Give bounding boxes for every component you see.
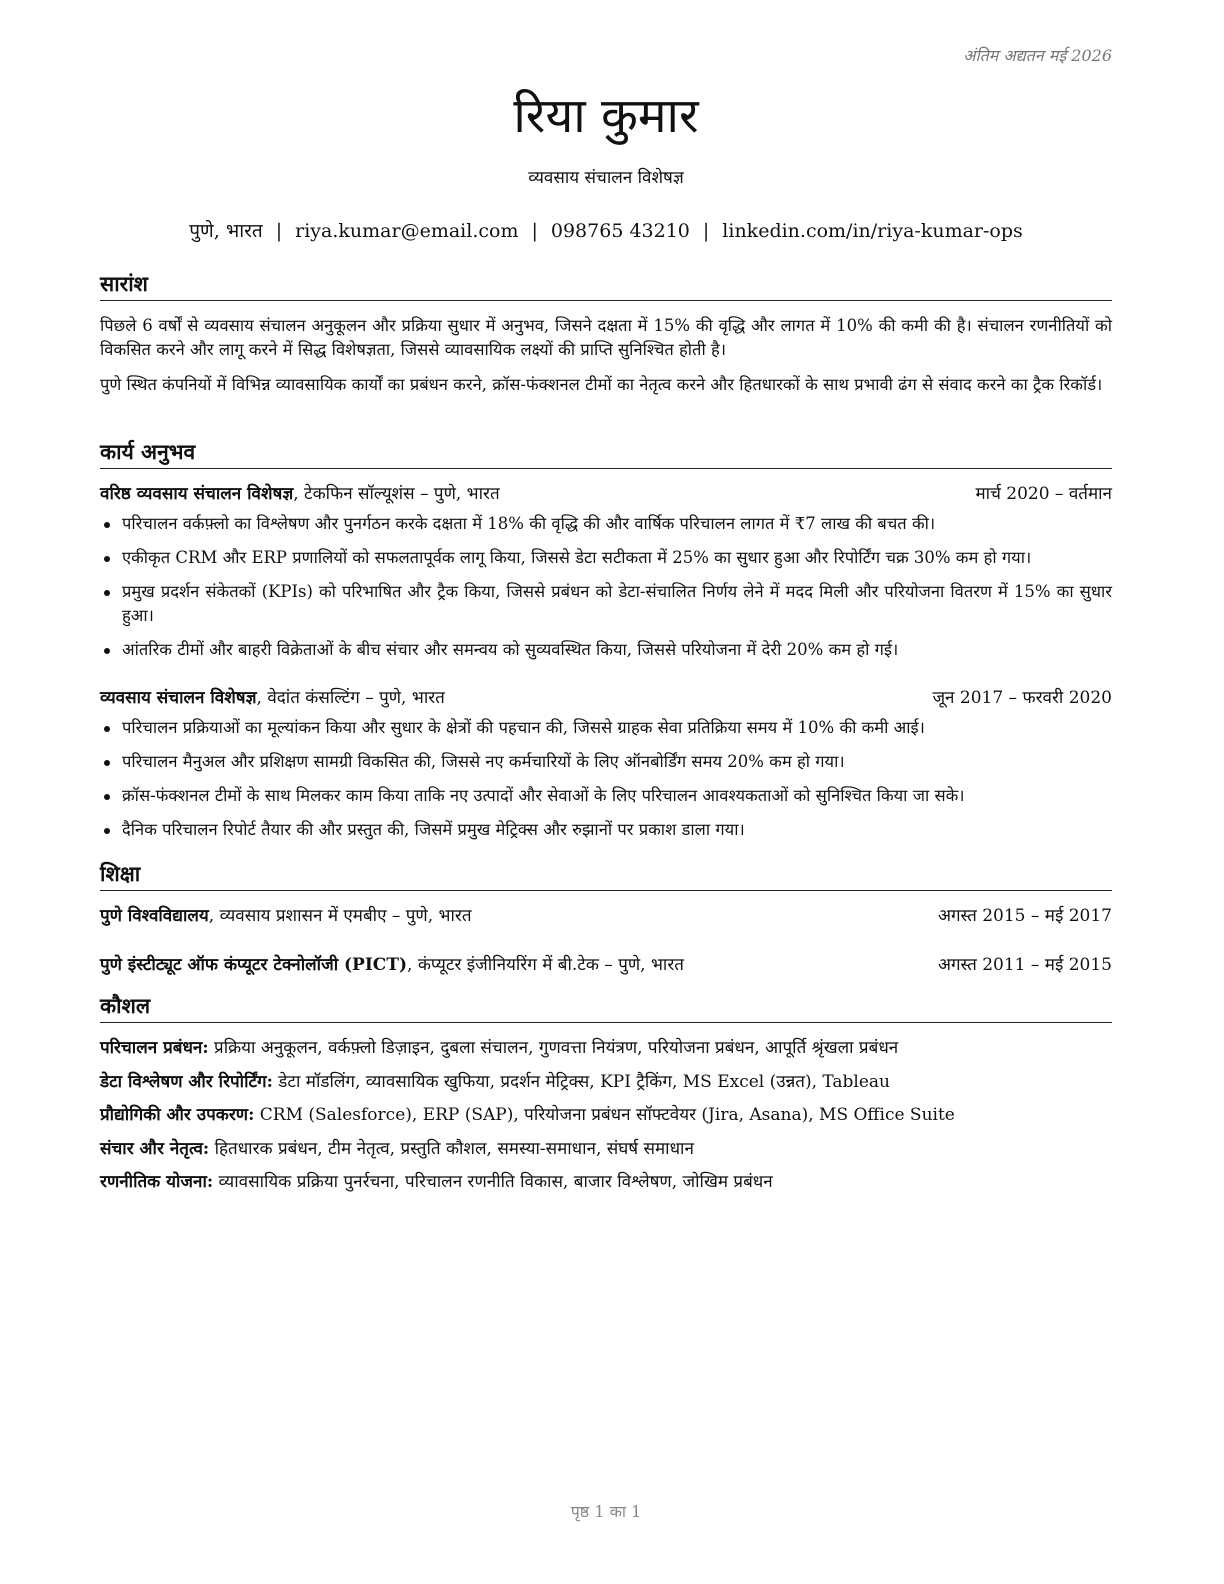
job-org: , वेदांत कंसल्टिंग – पुणे, भारत: [256, 688, 445, 708]
skill-text: प्रक्रिया अनुकूलन, वर्कफ़्लो डिज़ाइन, दुबला संचालन, गुणवत्ता नियंत्रण, परियोजना प्रबंधन, आपूर्ति श्रृंखला प्रबंधन: [208, 1038, 899, 1058]
skill-label: प्रौद्योगिकी और उपकरण:: [100, 1105, 255, 1125]
school-name: पुणे विश्वविद्यालय: [100, 906, 209, 926]
contact-separator: |: [702, 220, 710, 242]
list-item: परिचालन प्रक्रियाओं का मूल्यांकन किया और सुधार के क्षेत्रों की पहचान की, जिससे ग्राहक सेवा प्रतिक्रिया समय में 10% की कमी आई।: [100, 716, 1112, 740]
job-role: वरिष्ठ व्यवसाय संचालन विशेषज्ञ: [100, 484, 294, 504]
skill-text: हितधारक प्रबंधन, टीम नेतृत्व, प्रस्तुति कौशल, समस्या-समाधान, संघर्ष समाधान: [209, 1139, 694, 1159]
list-item: परिचालन मैनुअल और प्रशिक्षण सामग्री विकसित की, जिससे नए कर्मचारियों के लिए ऑनबोर्डिंग समय 20% कम हो गया।: [100, 750, 1112, 774]
job-dates: जून 2017 – फरवरी 2020: [932, 688, 1112, 708]
list-item: क्रॉस-फंक्शनल टीमों के साथ मिलकर काम किया ताकि नए उत्पादों और सेवाओं के लिए परिचालन आवश्यकताओं को सुनिश्चित किया जा सके।: [100, 784, 1112, 808]
education-entry: [100, 904, 1112, 928]
degree-detail: , कंप्यूटर इंजीनियरिंग में बी.टेक – पुणे, भारत: [407, 955, 684, 975]
skill-line: [100, 1103, 1112, 1127]
education-dates: अगस्त 2011 – मई 2015: [937, 955, 1112, 975]
list-item: परिचालन वर्कफ़्लो का विश्लेषण और पुनर्गठन करके दक्षता में 18% की वृद्धि की और वार्षिक परिचालन लागत में ₹7 लाख की बचत की।: [100, 512, 1112, 536]
candidate-name: रिया कुमार: [513, 88, 699, 144]
list-item: दैनिक परिचालन रिपोर्ट तैयार की और प्रस्तुत की, जिसमें प्रमुख मेट्रिक्स और रुझानों पर प्रकाश डाला गया।: [100, 818, 1112, 842]
skill-line: [100, 1036, 1112, 1060]
section-title-summary: सारांश: [100, 270, 1112, 301]
skill-line: [100, 1170, 1112, 1194]
job-bullets: [100, 512, 1112, 672]
list-item: आंतरिक टीमों और बाहरी विक्रेताओं के बीच संचार और समन्वय को सुव्यवस्थित किया, जिससे परियोजना में देरी 20% कम हो गई।: [100, 638, 1112, 662]
job-org: , टेकफिन सॉल्यूशंस – पुणे, भारत: [293, 484, 500, 504]
contact-separator: |: [275, 220, 283, 242]
contact-line: [100, 218, 1112, 244]
skill-label: रणनीतिक योजना:: [100, 1172, 214, 1192]
skill-line: [100, 1070, 1112, 1094]
skill-text: व्यावसायिक प्रक्रिया पुनर्रचना, परिचालन रणनीति विकास, बाजार विश्लेषण, जोखिम प्रबंधन: [213, 1172, 773, 1192]
contact-email[interactable]: riya.kumar@email.com: [295, 220, 519, 242]
skill-line: [100, 1137, 1112, 1161]
contact-linkedin[interactable]: linkedin.com/in/riya-kumar-ops: [722, 220, 1023, 242]
education-dates: अगस्त 2015 – मई 2017: [937, 906, 1112, 926]
job-role: व्यवसाय संचालन विशेषज्ञ: [100, 688, 257, 708]
education-entry: [100, 953, 1112, 977]
section-title-skills: कौशल: [100, 992, 1112, 1023]
school-name: पुणे इंस्टीट्यूट ऑफ कंप्यूटर टेक्नोलॉजी (PICT): [100, 955, 408, 975]
contact-separator: |: [531, 220, 538, 242]
skill-label: संचार और नेतृत्व:: [100, 1139, 210, 1159]
skill-label: डेटा विश्लेषण और रिपोर्टिंग:: [100, 1072, 273, 1092]
section-title-education: शिक्षा: [100, 860, 1112, 891]
job-header: [100, 482, 1112, 506]
list-item: एकीकृत CRM और ERP प्रणालियों को सफलतापूर्वक लागू किया, जिससे डेटा सटीकता में 25% का सुधार हुआ और रिपोर्टिंग चक्र 30% कम हो गया।: [100, 546, 1112, 570]
contact-phone: 098765 43210: [550, 220, 690, 242]
job-dates: मार्च 2020 – वर्तमान: [975, 484, 1112, 504]
job-header: [100, 686, 1112, 710]
section-title-experience: कार्य अनुभव: [100, 438, 1112, 469]
summary-paragraph: पिछले 6 वर्षों से व्यवसाय संचालन अनुकूलन और प्रक्रिया सुधार में अनुभव, जिसने दक्षता में 15% की वृद्धि और लागत में 10% की कमी की है। संचालन रणनीतियों को विकसित करने और लागू करने में सिद्ध विशेषज्ञता, जिससे व्यावसायिक लक्ष्यों की प्राप्ति सुनिश्चित होती है।: [100, 316, 1112, 359]
last-updated: अंतिम अद्यतन मई 2026: [963, 46, 1112, 65]
page-number: पृष्ठ 1 का 1: [570, 1502, 642, 1521]
job-bullets: [100, 716, 1112, 852]
skill-text: CRM (Salesforce), ERP (SAP), परियोजना प्रबंधन सॉफ्टवेयर (Jira, Asana), MS Office Suite: [254, 1105, 955, 1125]
skill-label: परिचालन प्रबंधन:: [100, 1038, 209, 1058]
degree-detail: , व्यवसाय प्रशासन में एमबीए – पुणे, भारत: [208, 906, 472, 926]
list-item: प्रमुख प्रदर्शन संकेतकों (KPIs) को परिभाषित और ट्रैक किया, जिससे प्रबंधन को डेटा-संचालित निर्णय लेने में मदद मिली और परियोजना वितरण में 15% का सुधार हुआ।: [100, 580, 1112, 628]
candidate-headline: व्यवसाय संचालन विशेषज्ञ: [528, 168, 684, 188]
contact-location: पुणे, भारत: [189, 220, 263, 242]
summary-paragraph: पुणे स्थित कंपनियों में विभिन्न व्यावसायिक कार्यों का प्रबंधन करने, क्रॉस-फंक्शनल टीमों का नेतृत्व करने और हितधारकों के साथ प्रभावी ढंग से संवाद करने का ट्रैक रिकॉर्ड।: [100, 375, 1103, 394]
resume-page: [100, 0, 1112, 1584]
skill-text: डेटा मॉडलिंग, व्यावसायिक खुफिया, प्रदर्शन मेट्रिक्स, KPI ट्रैकिंग, MS Excel (उन्नत), Tableau: [272, 1072, 891, 1092]
